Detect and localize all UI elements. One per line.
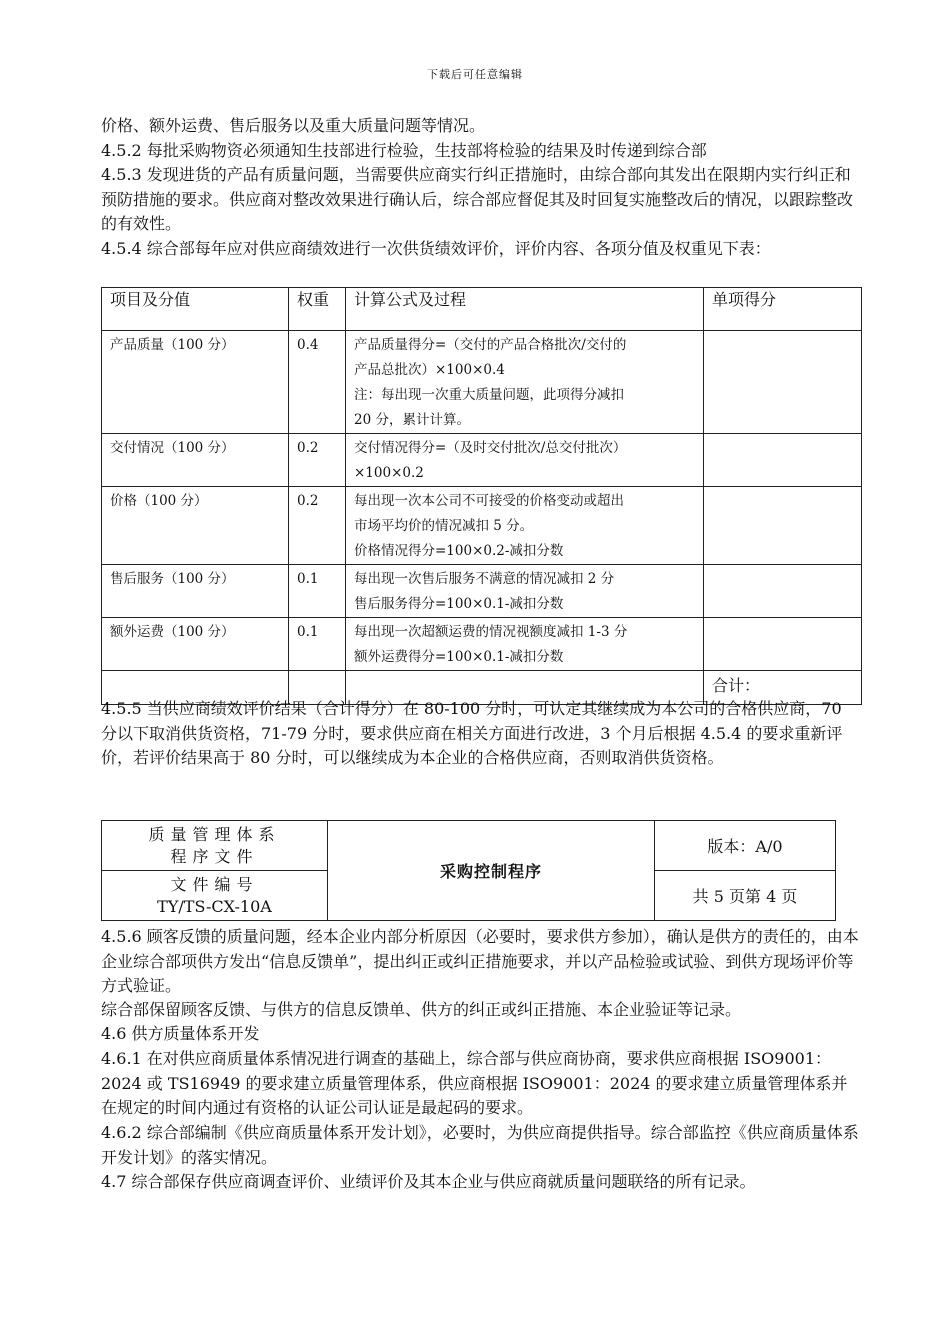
formula-line: 注：每出现一次重大质量问题，此项得分减扣 [354, 387, 624, 403]
formula-line: 产品总批次）×100×0.4 [354, 362, 505, 378]
header-score: 单项得分 [704, 288, 862, 331]
formula-line: ×100×0.2 [354, 465, 424, 481]
row-score [704, 331, 862, 434]
row-formula [346, 487, 704, 565]
document-title: 采购控制程序 [328, 821, 655, 921]
formula-line: 每出现一次本公司不可接受的价格变动或超出 [354, 493, 624, 509]
table-header-row [102, 288, 862, 331]
table-row [102, 331, 862, 434]
table-row [102, 487, 862, 565]
paragraph-4-5-3: 4.5.3 发现进货的产品有质量问题，当需要供应商实行纠正措施时，由综合部向其发出在限期内实行纠正和预防措施的要求。供应商对整改效果进行确认后，综合部应督促其及时回复实施整改后的情况，以跟踪整改的有效性。 [101, 165, 854, 233]
table-row [102, 434, 862, 487]
document-header-block [101, 820, 836, 921]
formula-line: 额外运费得分=100×0.1-减扣分数 [354, 649, 564, 665]
paragraph-4-5-2: 4.5.2 每批采购物资必须通知生技部进行检验，生技部将检验的结果及时传递到综合部 [101, 141, 707, 160]
paragraph-4-6-1: 4.6.1 在对供应商质量体系情况进行调查的基础上，综合部与供应商协商，要求供应商根据 ISO9001：2024 或 TS16949 的要求建立质量管理体系，供应商根据 ISO9001：2024 的要求建立质量管理体系并在规定的时间内通过有资格的认证公司认证是最起码的要求。 [101, 1049, 848, 1117]
row-item: 额外运费（100 分） [102, 618, 289, 671]
row-item: 售后服务（100 分） [102, 565, 289, 618]
formula-line: 交付情况得分=（及时交付批次/总交付批次） [354, 440, 627, 456]
row-item: 价格（100 分） [102, 487, 289, 565]
formula-line: 市场平均价的情况减扣 5 分。 [354, 518, 534, 534]
row-weight: 0.2 [289, 487, 346, 565]
paragraph-4-5-5: 4.5.5 当供应商绩效评价结果（合计得分）在 80-100 分时，可认定其继续成为本公司的合格供应商，70 分以下取消供货资格，71-79 分时，要求供应商在相关方面进行改进，3 个月后根据 4.5.4 的要求重新评价，若评价结果高于 80 分时，可以继续成为本企业的合格供应商，否则取消供货资格。 [101, 699, 843, 767]
row-weight: 0.1 [289, 618, 346, 671]
paragraph-4-7: 4.7 综合部保存供应商调查评价、业绩评价及其本企业与供应商就质量问题联络的所有记录。 [101, 1172, 756, 1191]
version-cell: 版本：A/0 [655, 821, 836, 871]
header-item: 项目及分值 [102, 288, 289, 331]
row-weight: 0.1 [289, 565, 346, 618]
paragraph-records: 综合部保留顾客反馈、与供方的信息反馈单、供方的纠正或纠正措施、本企业验证等记录。 [101, 1000, 742, 1019]
formula-line: 每出现一次超额运费的情况视额度减扣 1-3 分 [354, 624, 628, 640]
section-heading-4-6: 4.6 供方质量体系开发 [101, 1024, 260, 1043]
download-note: 下载后可任意编辑 [427, 68, 523, 81]
header-weight: 权重 [289, 288, 346, 331]
quality-system-line2: 程序文件 [170, 846, 259, 866]
pages-cell: 共 5 页第 4 页 [655, 871, 836, 921]
document-number-label: 文件编号 [170, 874, 259, 894]
quality-system-line1: 质量管理体系 [148, 824, 281, 844]
paragraph-4-5-6: 4.5.6 顾客反馈的质量问题，经本企业内部分析原因（必要时，要求供方参加），确认是供方的责任的，由本企业综合部项供方发出“信息反馈单”，提出纠正或纠正措施要求，并以产品检验或试验、到供方现场评价等方式验证。 [101, 927, 859, 995]
formula-line: 20 分，累计计算。 [354, 412, 470, 428]
row-weight: 0.4 [289, 331, 346, 434]
paragraph-4-5-4: 4.5.4 综合部每年应对供应商绩效进行一次供货绩效评价，评价内容、各项分值及权重见下表： [101, 239, 771, 258]
row-score [704, 618, 862, 671]
formula-line: 每出现一次售后服务不满意的情况减扣 2 分 [354, 571, 615, 587]
table-row [102, 565, 862, 618]
header-formula: 计算公式及过程 [346, 288, 704, 331]
row-score [704, 565, 862, 618]
row-formula [346, 565, 704, 618]
document-number-cell [102, 871, 328, 921]
row-score [704, 434, 862, 487]
row-formula [346, 434, 704, 487]
paragraph-4-6-2: 4.6.2 综合部编制《供应商质量体系开发计划》，必要时，为供应商提供指导。综合部监控《供应商质量体系开发计划》的落实情况。 [101, 1123, 859, 1167]
paragraph-price-summary: 价格、额外运费、售后服务以及重大质量问题等情况。 [101, 116, 486, 135]
row-item: 产品质量（100 分） [102, 331, 289, 434]
formula-line: 价格情况得分=100×0.2-减扣分数 [354, 543, 564, 559]
row-item: 交付情况（100 分） [102, 434, 289, 487]
total-label: 合计： [704, 671, 862, 705]
formula-line: 售后服务得分=100×0.1-减扣分数 [354, 596, 564, 612]
quality-system-cell [102, 821, 328, 871]
document-number-value: TY/TS-CX-10A [157, 896, 272, 916]
formula-line: 产品质量得分=（交付的产品合格批次/交付的 [354, 337, 627, 353]
row-formula [346, 618, 704, 671]
row-formula [346, 331, 704, 434]
row-weight: 0.2 [289, 434, 346, 487]
table-row [102, 618, 862, 671]
row-score [704, 487, 862, 565]
supplier-evaluation-table [101, 287, 862, 705]
